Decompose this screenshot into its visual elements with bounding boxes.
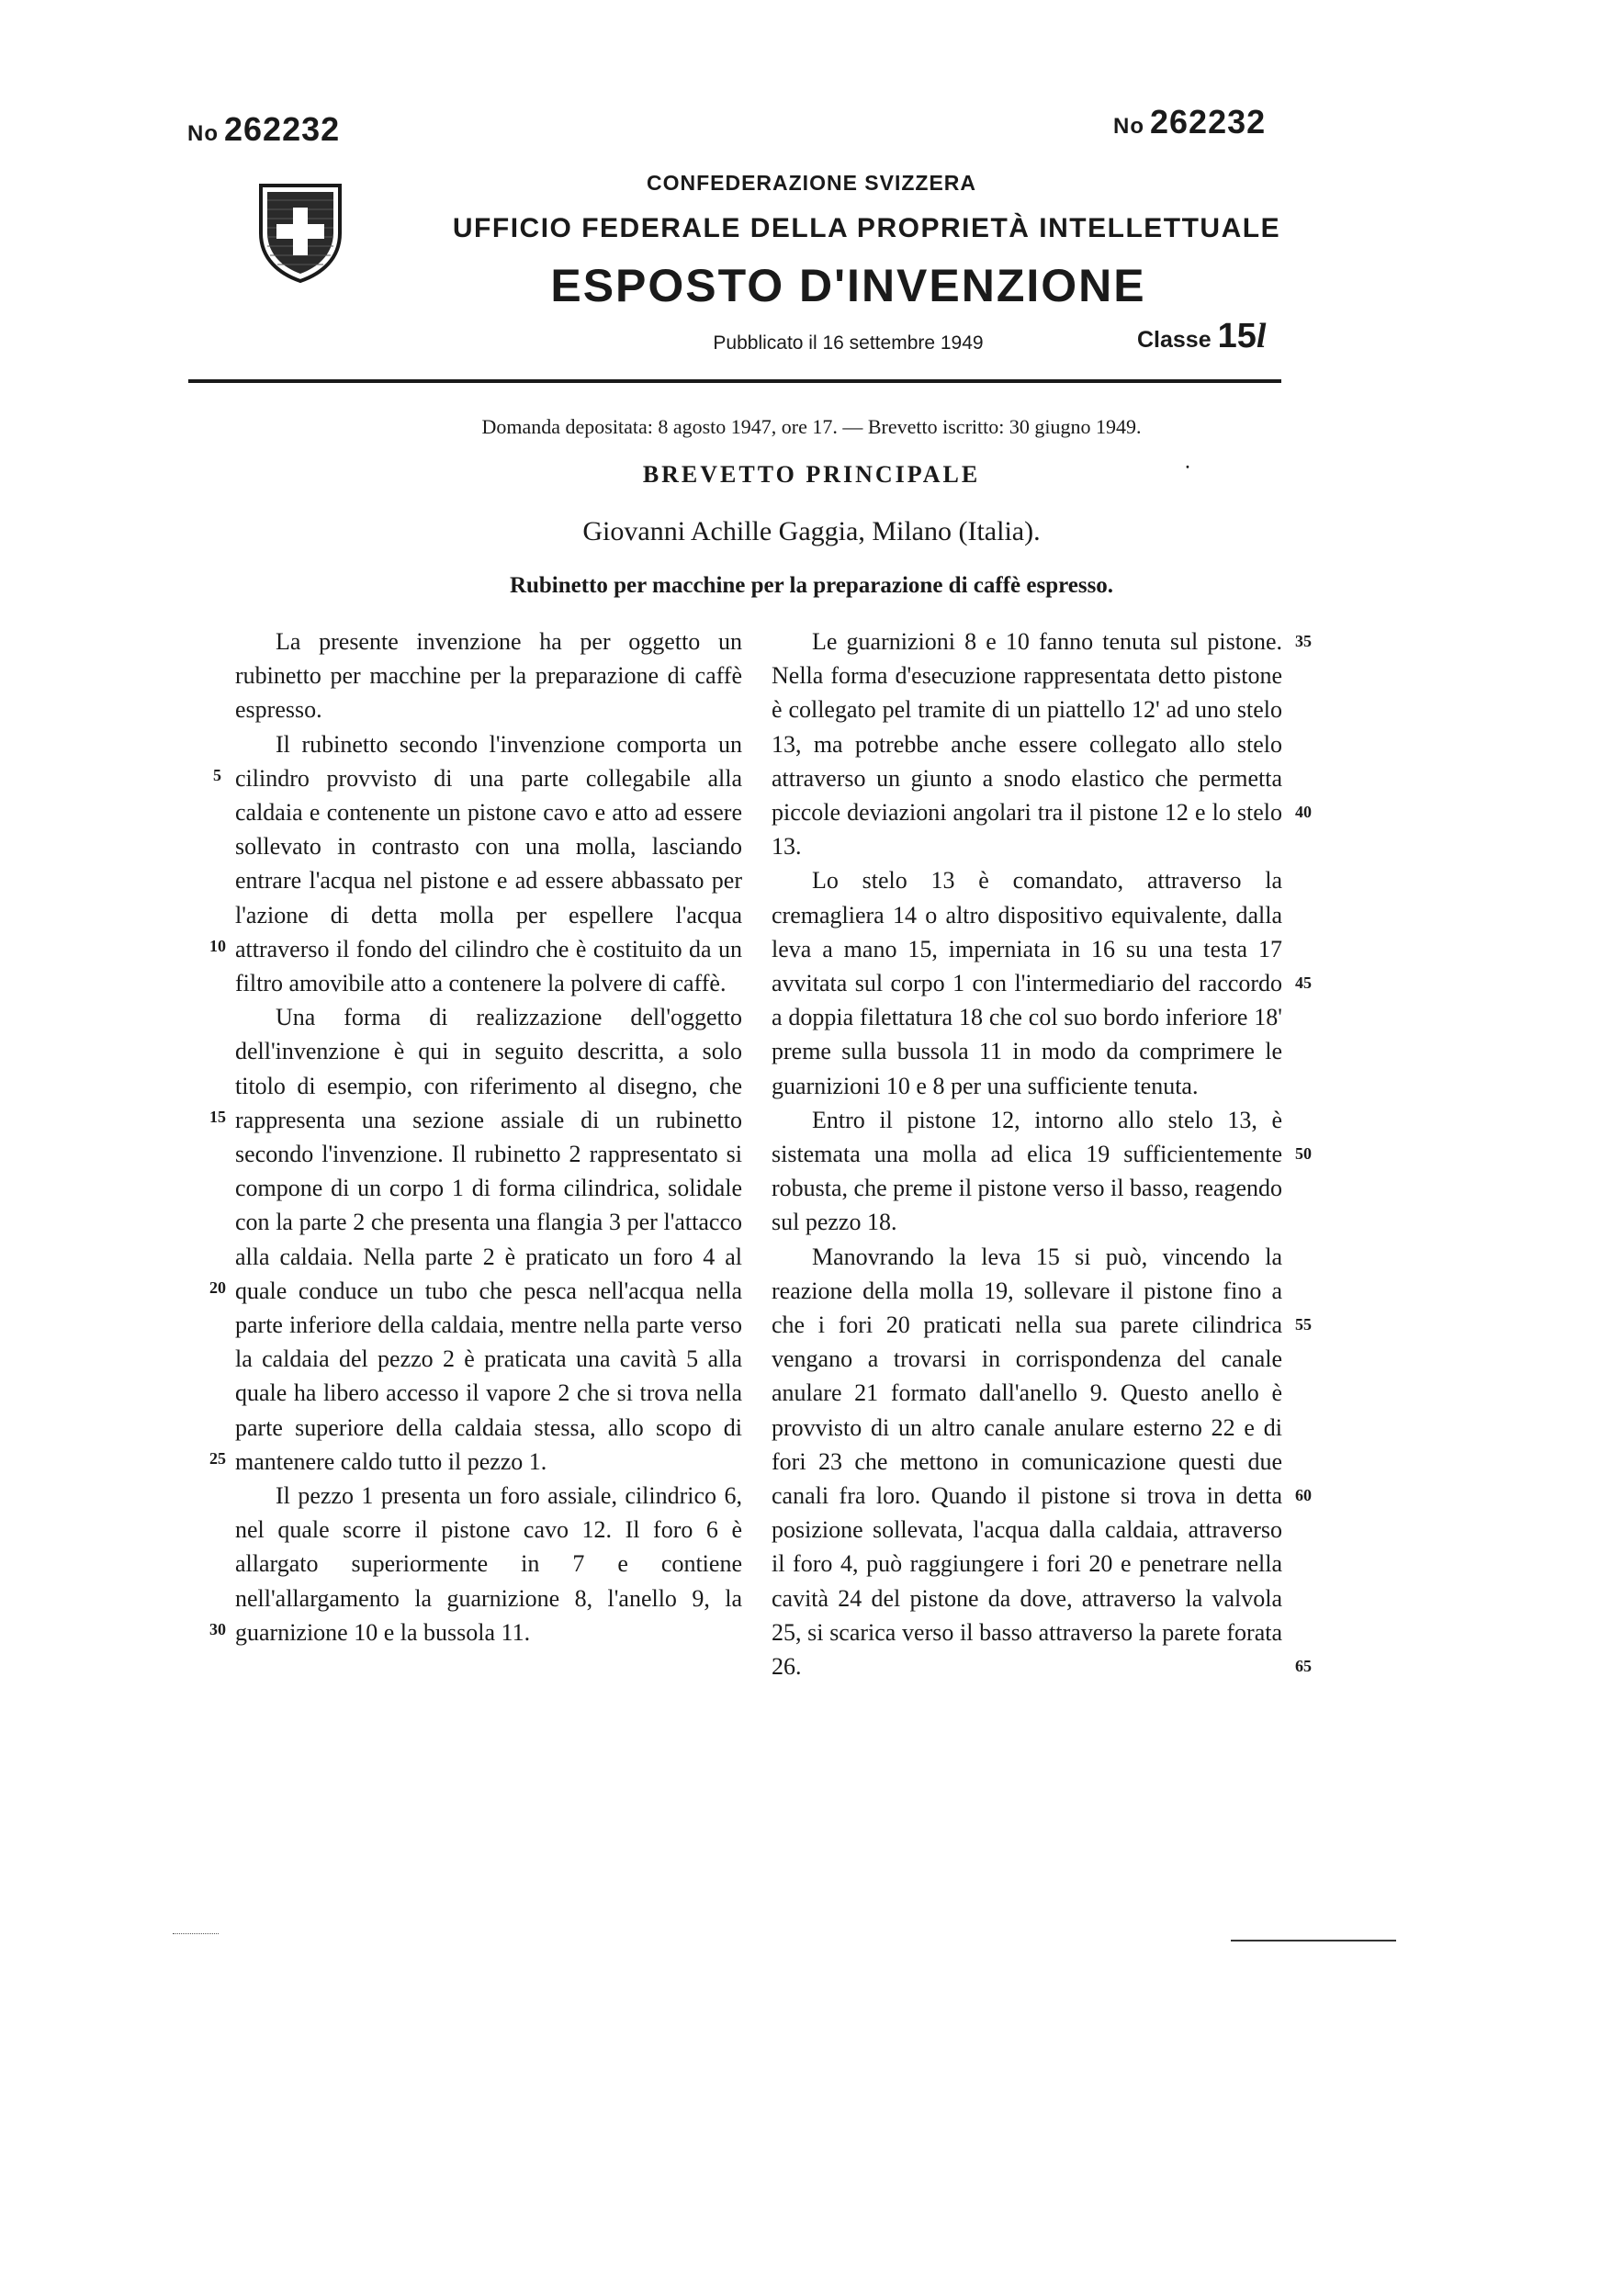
patent-number-right: No 262232 bbox=[1113, 103, 1267, 141]
office-label: UFFICIO FEDERALE DELLA PROPRIETÀ INTELLETTUALE bbox=[452, 213, 1281, 243]
paragraph: Il rubinetto secondo l'invenzione comporta un cilindro provvisto di una parte collegabile alla caldaia e contenente un pistone cavo e atto ad essere sollevato in contrasto con una molla, lasciando entrare l'acqua nel pistone e ad essere abbassato per l'azione di detta molla per espellere l'acqua attraverso il fondo del cilindro che è costituito da un filtro amovibile atto a contenere la polvere di caffè. bbox=[235, 730, 742, 997]
line-number: 40 bbox=[1295, 803, 1312, 821]
inventor-line: Giovanni Achille Gaggia, Milano (Italia). bbox=[582, 516, 1041, 546]
line-number: 25 bbox=[209, 1449, 226, 1468]
paragraph: Il pezzo 1 presenta un foro assiale, cilindrico 6, nel quale scorre il pistone cavo 12. Il foro 6 è allargato superiormente in 7 e contiene nell'allargamento la guarnizione 8, l'anello 9, la guarnizione 10 e la bussola 11. bbox=[235, 1482, 742, 1646]
document-type-title: ESPOSTO D'INVENZIONE bbox=[550, 260, 1146, 311]
header-divider bbox=[188, 379, 1281, 383]
line-number: 65 bbox=[1295, 1657, 1312, 1675]
paragraph: Manovrando la leva 15 si può, vincendo la reazione della molla 19, sollevare il pistone fino a che i fori 20 praticati nella sua parete cilindrica vengano a trovarsi in corrispondenza del canale anulare 21 formato dall'anello 9. Questo anello è provvisto di un altro canale anulare esterno 22 e di fori 23 che mettono in comunicazione questi due canali fra loro. Quando il pistone si trova in detta posizione sollevata, l'acqua dalla caldaia, attraverso il foro 4, può raggiungere i fori 20 e penetrare nella cavità 24 del pistone da dove, attraverso la valvola 25, si scarica verso il basso attraverso la parete forata 26. bbox=[772, 1243, 1282, 1681]
publication-date: Pubblicato il 16 settembre 1949 bbox=[713, 332, 984, 354]
patent-class: Classe 15l bbox=[1137, 317, 1267, 355]
line-number: 55 bbox=[1295, 1315, 1312, 1334]
line-number: 10 bbox=[209, 937, 226, 955]
line-number: 5 bbox=[213, 766, 221, 784]
left-column bbox=[235, 625, 742, 1649]
line-number: 50 bbox=[1295, 1144, 1312, 1163]
line-number: 60 bbox=[1295, 1486, 1312, 1504]
paragraph: Le guarnizioni 8 e 10 fanno tenuta sul pistone. Nella forma d'esecuzione rappresentata detto pistone è collegato pel tramite di un piattello 12' ad uno stelo 13, ma potrebbe anche essere collegato allo stelo attraverso un giunto a snodo elastico che permetta piccole deviazioni angolari tra il pistone 12 e lo stelo 13. bbox=[772, 628, 1282, 861]
confederation-label: CONFEDERAZIONE SVIZZERA bbox=[646, 171, 977, 195]
patent-number-left: No 262232 bbox=[187, 110, 341, 148]
scan-artifact bbox=[173, 1933, 219, 1934]
page-end-rule bbox=[1231, 1940, 1396, 1941]
scan-speck: ⸱ bbox=[1185, 456, 1190, 478]
line-number: 20 bbox=[209, 1278, 226, 1297]
paragraph: La presente invenzione ha per oggetto un rubinetto per macchine per la preparazione di caffè espresso. bbox=[235, 628, 742, 724]
line-number: 30 bbox=[209, 1620, 226, 1638]
line-number: 45 bbox=[1295, 974, 1312, 992]
patent-kind: BREVETTO PRINCIPALE bbox=[642, 461, 981, 488]
right-column bbox=[772, 625, 1282, 1683]
paragraph: Entro il pistone 12, intorno allo stelo 13, è sistemata una molla ad elica 19 sufficientemente robusta, che preme il pistone verso il basso, reagendo sul pezzo 18. bbox=[772, 1106, 1282, 1236]
paragraph: Lo stelo 13 è comandato, attraverso la cremagliera 14 o altro dispositivo equivalente, dalla leva a mano 15, imperniata in 16 su una testa 17 avvitata sul corpo 1 con l'intermediario del raccordo a doppia filettatura 18 che col suo bordo inferiore 18' preme sulla bussola 11 in modo da comprimere le guarnizioni 10 e 8 per una sufficiente tenuta. bbox=[772, 867, 1282, 1099]
invention-title: Rubinetto per macchine per la preparazione di caffè espresso. bbox=[509, 573, 1114, 598]
line-number: 15 bbox=[209, 1108, 226, 1126]
paragraph: Una forma di realizzazione dell'oggetto dell'invenzione è qui in seguito descritta, a solo titolo di esempio, con riferimento al disegno, che rappresenta una sezione assiale di un rubinetto secondo l'invenzione. Il rubinetto 2 rappresentato si compone di un corpo 1 di forma cilindrica, solidale con la parte 2 che presenta una flangia 3 per l'attacco alla caldaia. Nella parte 2 è praticato un foro 4 al quale conduce un tubo che pesca nell'acqua nella parte inferiore della caldaia, mentre nella parte verso la caldaia del pezzo 2 è praticata una cavità 5 alla quale ha libero accesso il vapore 2 che si trova nella parte superiore della caldaia stessa, allo scopo di mantenere caldo tutto il pezzo 1. bbox=[235, 1004, 742, 1475]
line-number: 35 bbox=[1295, 632, 1312, 650]
filing-dates: Domanda depositata: 8 agosto 1947, ore 17. — Brevetto iscritto: 30 giugno 1949. bbox=[481, 415, 1142, 438]
